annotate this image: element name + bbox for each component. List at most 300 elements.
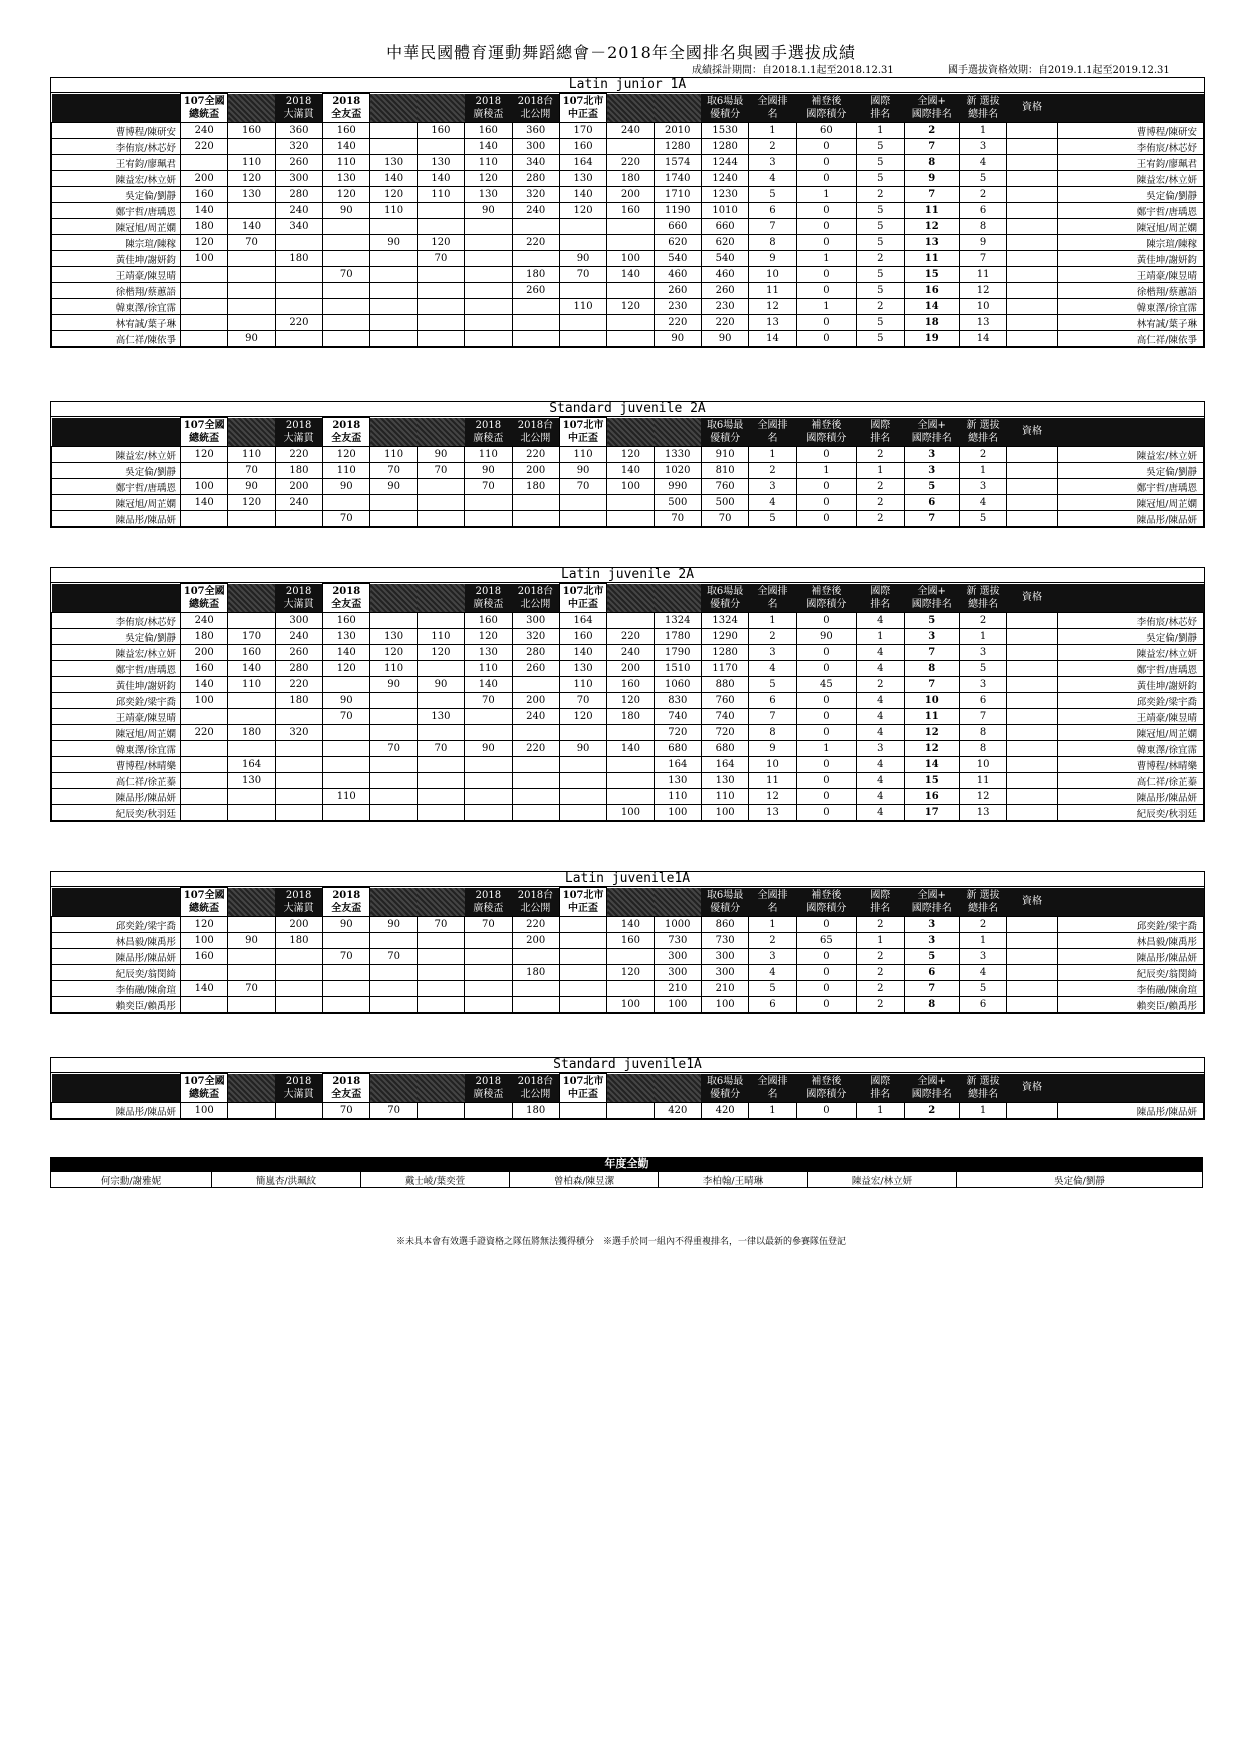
score-cell: 160 bbox=[607, 677, 654, 693]
score-cell: 70 bbox=[370, 949, 417, 965]
score-cell bbox=[417, 315, 464, 331]
score-cell: 5 bbox=[749, 187, 796, 203]
column-header bbox=[701, 584, 748, 613]
score-cell: 160 bbox=[607, 203, 654, 219]
score-cell: 90 bbox=[323, 693, 370, 709]
header-line-2: 北公開 bbox=[520, 1088, 551, 1100]
score-cell: 3 bbox=[904, 447, 959, 463]
table-row bbox=[52, 757, 1204, 773]
column-header bbox=[959, 888, 1006, 917]
column-header bbox=[1007, 584, 1057, 613]
attendance-honor-table bbox=[50, 1157, 1203, 1188]
score-cell: 90 bbox=[559, 251, 606, 267]
column-header bbox=[228, 1074, 275, 1103]
header-line-1: 全國+ bbox=[917, 419, 946, 431]
score-cell: 160 bbox=[607, 933, 654, 949]
column-header bbox=[52, 94, 181, 123]
header-line-2: 國際排名 bbox=[911, 1088, 952, 1100]
table-row bbox=[52, 251, 1204, 267]
header-line-1: 全國排 bbox=[757, 419, 788, 431]
score-cell: 70 bbox=[228, 235, 275, 251]
score-cell: 140 bbox=[465, 677, 512, 693]
score-cell bbox=[1007, 479, 1057, 495]
score-cell bbox=[559, 917, 606, 933]
score-cell bbox=[417, 479, 464, 495]
score-cell: 160 bbox=[228, 123, 275, 139]
score-cell: 90 bbox=[370, 677, 417, 693]
score-cell: 3 bbox=[904, 463, 959, 479]
score-cell: 240 bbox=[275, 495, 322, 511]
score-cell bbox=[512, 997, 559, 1013]
score-cell: 0 bbox=[796, 965, 856, 981]
header-line-1: 2018 bbox=[332, 1076, 361, 1087]
table-row bbox=[52, 315, 1204, 331]
score-cell bbox=[559, 315, 606, 331]
couple-name: 紀辰奕/翁閔綺 bbox=[1057, 965, 1203, 981]
score-cell: 90 bbox=[559, 741, 606, 757]
score-cell: 120 bbox=[559, 709, 606, 725]
score-cell: 4 bbox=[749, 171, 796, 187]
column-header bbox=[1007, 1074, 1057, 1103]
score-cell bbox=[323, 219, 370, 235]
couple-name: 紀辰奕/秋羽廷 bbox=[1057, 805, 1203, 821]
score-cell: 6 bbox=[904, 965, 959, 981]
column-header bbox=[228, 418, 275, 447]
column-header bbox=[1007, 888, 1057, 917]
score-cell: 120 bbox=[181, 447, 228, 463]
score-cell bbox=[465, 933, 512, 949]
score-cell: 0 bbox=[796, 773, 856, 789]
score-cell: 5 bbox=[749, 511, 796, 527]
score-cell: 200 bbox=[607, 187, 654, 203]
score-cell: 170 bbox=[228, 629, 275, 645]
header-line-1: 2018台 bbox=[517, 95, 554, 107]
header-line-2: 總統盃 bbox=[189, 433, 220, 444]
column-header bbox=[370, 584, 417, 613]
header-line-1: 全國排 bbox=[757, 889, 788, 901]
score-cell: 2 bbox=[749, 139, 796, 155]
score-cell: 2 bbox=[749, 629, 796, 645]
couple-name: 陳宗瑄/陳稼 bbox=[52, 235, 181, 251]
couple-name: 徐楷翔/蔡蕙語 bbox=[52, 283, 181, 299]
score-cell: 760 bbox=[701, 693, 748, 709]
score-cell: 260 bbox=[654, 283, 701, 299]
score-cell bbox=[607, 1103, 654, 1119]
couple-name: 陳冠旭/周芷嫻 bbox=[52, 495, 181, 511]
score-cell: 830 bbox=[654, 693, 701, 709]
score-cell bbox=[465, 331, 512, 347]
score-cell bbox=[1007, 917, 1057, 933]
score-cell bbox=[512, 949, 559, 965]
score-cell: 200 bbox=[181, 645, 228, 661]
score-cell: 160 bbox=[559, 139, 606, 155]
score-cell: 3 bbox=[857, 741, 904, 757]
column-header bbox=[904, 418, 959, 447]
score-cell: 2 bbox=[857, 949, 904, 965]
column-header bbox=[959, 418, 1006, 447]
score-cell: 2 bbox=[857, 917, 904, 933]
score-cell: 120 bbox=[323, 661, 370, 677]
score-cell: 720 bbox=[654, 725, 701, 741]
score-cell: 140 bbox=[228, 219, 275, 235]
couple-name: 陳品彤/陳品妍 bbox=[1057, 511, 1203, 527]
header-line-2: 全友盃 bbox=[331, 599, 362, 610]
score-cell bbox=[465, 757, 512, 773]
score-cell bbox=[559, 933, 606, 949]
table-row bbox=[52, 463, 1204, 479]
couple-name: 陳品彤/陳品妍 bbox=[52, 949, 181, 965]
score-cell bbox=[1007, 283, 1057, 299]
score-cell: 130 bbox=[370, 155, 417, 171]
score-cell bbox=[370, 805, 417, 821]
table-row bbox=[52, 123, 1204, 139]
score-cell: 1170 bbox=[701, 661, 748, 677]
table-row bbox=[52, 917, 1204, 933]
column-header bbox=[275, 418, 322, 447]
column-header bbox=[465, 888, 512, 917]
score-cell: 2 bbox=[857, 187, 904, 203]
column-header bbox=[512, 418, 559, 447]
score-cell bbox=[465, 725, 512, 741]
score-cell bbox=[275, 981, 322, 997]
score-cell bbox=[275, 511, 322, 527]
column-header bbox=[417, 888, 464, 917]
score-cell: 90 bbox=[701, 331, 748, 347]
score-cell: 90 bbox=[228, 331, 275, 347]
score-cell bbox=[465, 997, 512, 1013]
score-cell: 340 bbox=[275, 219, 322, 235]
score-cell: 140 bbox=[228, 661, 275, 677]
couple-name: 陳冠旭/周芷嫻 bbox=[52, 725, 181, 741]
score-cell: 120 bbox=[181, 917, 228, 933]
score-cell bbox=[228, 283, 275, 299]
score-cell: 110 bbox=[417, 187, 464, 203]
ranking-table bbox=[51, 417, 1204, 527]
score-cell: 110 bbox=[465, 661, 512, 677]
score-cell bbox=[512, 805, 559, 821]
score-cell: 1240 bbox=[701, 171, 748, 187]
score-cell bbox=[370, 757, 417, 773]
column-header bbox=[465, 584, 512, 613]
couple-name: 李侑宸/林芯妤 bbox=[52, 139, 181, 155]
score-cell: 730 bbox=[701, 933, 748, 949]
score-cell: 300 bbox=[654, 949, 701, 965]
table-row bbox=[52, 997, 1204, 1013]
score-cell: 10 bbox=[904, 693, 959, 709]
ranking-table bbox=[51, 583, 1204, 821]
score-cell: 140 bbox=[607, 267, 654, 283]
header-line-1: 107北市 bbox=[562, 1076, 604, 1087]
score-cell bbox=[465, 965, 512, 981]
table-row bbox=[52, 139, 1204, 155]
column-header bbox=[181, 888, 228, 917]
header-line-1: 國際 bbox=[870, 1075, 891, 1087]
table-row bbox=[52, 331, 1204, 347]
column-header bbox=[559, 888, 606, 917]
score-cell bbox=[275, 997, 322, 1013]
footnote: ※未具本會有效選手證資格之隊伍將無法獲得積分 ※選手於同一組內不得重複排名，一律以最新的參賽隊伍登記 bbox=[395, 1237, 846, 1247]
score-cell: 5 bbox=[857, 235, 904, 251]
score-cell bbox=[1007, 645, 1057, 661]
score-cell: 110 bbox=[370, 203, 417, 219]
header-line-1: 取6場最 bbox=[706, 95, 744, 107]
header-line-1: 新 選拔 bbox=[966, 1075, 1000, 1087]
couple-name: 王宥鈞/廖珮君 bbox=[1057, 155, 1203, 171]
column-header bbox=[857, 888, 904, 917]
score-cell bbox=[607, 725, 654, 741]
score-cell: 5 bbox=[749, 981, 796, 997]
score-cell: 14 bbox=[749, 331, 796, 347]
score-cell: 5 bbox=[857, 331, 904, 347]
couple-name: 鄭宇哲/唐瑀恩 bbox=[1057, 203, 1203, 219]
score-cell: 1 bbox=[749, 447, 796, 463]
scoring-period: 成績採計期間：自2018.1.1起至2018.12.31 bbox=[692, 65, 894, 76]
honor-name: 李柏翰/王晴琳 bbox=[659, 1172, 808, 1188]
score-cell: 3 bbox=[904, 917, 959, 933]
score-cell: 90 bbox=[370, 479, 417, 495]
column-header bbox=[904, 1074, 959, 1103]
couple-name: 吳定倫/劉靜 bbox=[52, 463, 181, 479]
score-cell bbox=[1007, 677, 1057, 693]
score-cell: 160 bbox=[323, 123, 370, 139]
score-cell bbox=[323, 331, 370, 347]
score-cell: 2 bbox=[857, 479, 904, 495]
score-cell: 1 bbox=[959, 123, 1006, 139]
score-cell bbox=[417, 1103, 464, 1119]
score-cell bbox=[370, 789, 417, 805]
score-cell bbox=[370, 139, 417, 155]
header-line-1: 2018 bbox=[332, 586, 361, 597]
header-line-2: 國際積分 bbox=[806, 902, 847, 914]
score-cell: 360 bbox=[275, 123, 322, 139]
couple-name: 韓東澤/徐宜霈 bbox=[52, 741, 181, 757]
couple-name: 曹博程/陳研安 bbox=[1057, 123, 1203, 139]
header-line-2: 總統盃 bbox=[189, 599, 220, 610]
score-cell: 12 bbox=[904, 741, 959, 757]
couple-name: 吳定倫/劉靜 bbox=[1057, 463, 1203, 479]
score-cell: 0 bbox=[796, 693, 856, 709]
score-cell: 8 bbox=[904, 155, 959, 171]
score-cell: 90 bbox=[323, 479, 370, 495]
header-line-2: 北公開 bbox=[520, 432, 551, 444]
score-cell: 12 bbox=[749, 789, 796, 805]
score-cell bbox=[417, 267, 464, 283]
score-cell bbox=[607, 495, 654, 511]
score-cell: 164 bbox=[559, 613, 606, 629]
score-cell bbox=[370, 315, 417, 331]
column-header bbox=[959, 584, 1006, 613]
score-cell: 5 bbox=[857, 283, 904, 299]
score-cell: 1 bbox=[959, 933, 1006, 949]
score-cell: 120 bbox=[607, 299, 654, 315]
score-cell: 2 bbox=[959, 613, 1006, 629]
couple-name: 曹博程/陳研安 bbox=[52, 123, 181, 139]
column-header bbox=[181, 418, 228, 447]
score-cell bbox=[1007, 235, 1057, 251]
table-row bbox=[52, 629, 1204, 645]
column-header bbox=[1007, 418, 1057, 447]
header-line-2: 北公開 bbox=[520, 108, 551, 120]
score-cell: 660 bbox=[701, 219, 748, 235]
score-cell: 11 bbox=[749, 283, 796, 299]
header-row bbox=[52, 94, 1204, 123]
score-cell: 1 bbox=[749, 123, 796, 139]
couple-name: 曹博程/林晴樂 bbox=[1057, 757, 1203, 773]
score-cell: 1010 bbox=[701, 203, 748, 219]
score-cell: 110 bbox=[228, 447, 275, 463]
header-row bbox=[52, 418, 1204, 447]
table-row bbox=[52, 187, 1204, 203]
header-line-2: 全友盃 bbox=[331, 109, 362, 120]
score-cell: 164 bbox=[559, 155, 606, 171]
table-row bbox=[52, 773, 1204, 789]
score-cell: 164 bbox=[701, 757, 748, 773]
score-cell bbox=[181, 155, 228, 171]
score-cell: 0 bbox=[796, 757, 856, 773]
score-cell bbox=[370, 251, 417, 267]
score-cell: 1190 bbox=[654, 203, 701, 219]
header-line-1: 2018 bbox=[475, 95, 502, 107]
header-row bbox=[52, 888, 1204, 917]
score-cell: 110 bbox=[465, 155, 512, 171]
table-row bbox=[52, 447, 1204, 463]
header-line-2: 優積分 bbox=[710, 598, 741, 610]
header-line-1: 全國+ bbox=[917, 585, 946, 597]
column-header bbox=[228, 94, 275, 123]
score-cell: 140 bbox=[181, 495, 228, 511]
score-cell: 1510 bbox=[654, 661, 701, 677]
score-cell: 70 bbox=[323, 511, 370, 527]
section-title: Standard juvenile1A bbox=[51, 1058, 1204, 1073]
score-cell: 3 bbox=[959, 645, 1006, 661]
column-header bbox=[796, 888, 856, 917]
header-line-1: 補登後 bbox=[811, 1075, 842, 1087]
score-cell: 15 bbox=[904, 267, 959, 283]
score-cell: 220 bbox=[512, 235, 559, 251]
score-cell: 8 bbox=[904, 997, 959, 1013]
score-cell bbox=[465, 283, 512, 299]
score-cell: 110 bbox=[323, 463, 370, 479]
score-cell: 2 bbox=[857, 677, 904, 693]
header-line-1: 全國+ bbox=[917, 95, 946, 107]
score-cell: 0 bbox=[796, 155, 856, 171]
score-cell: 620 bbox=[654, 235, 701, 251]
score-cell: 70 bbox=[465, 479, 512, 495]
score-cell bbox=[1007, 511, 1057, 527]
couple-name: 鄭宇哲/唐瑀恩 bbox=[52, 661, 181, 677]
score-cell bbox=[1007, 155, 1057, 171]
table-row bbox=[52, 299, 1204, 315]
score-cell bbox=[228, 917, 275, 933]
couple-name: 黃佳坤/謝妍鈞 bbox=[1057, 251, 1203, 267]
score-cell: 4 bbox=[749, 661, 796, 677]
score-cell: 5 bbox=[959, 661, 1006, 677]
score-cell: 130 bbox=[465, 645, 512, 661]
table-row bbox=[52, 645, 1204, 661]
score-cell: 1 bbox=[959, 629, 1006, 645]
score-cell: 16 bbox=[904, 283, 959, 299]
score-cell bbox=[370, 997, 417, 1013]
score-cell bbox=[417, 495, 464, 511]
score-cell: 3 bbox=[749, 645, 796, 661]
couple-name: 陳益宏/林立妍 bbox=[1057, 447, 1203, 463]
score-cell: 90 bbox=[323, 917, 370, 933]
column-header bbox=[323, 1074, 370, 1103]
header-line-2: 大滿貫 bbox=[283, 598, 314, 610]
score-cell bbox=[323, 933, 370, 949]
header-line-1: 2018台 bbox=[517, 585, 554, 597]
score-cell: 11 bbox=[904, 203, 959, 219]
couple-name: 王靖豪/陳昱晴 bbox=[52, 267, 181, 283]
score-cell: 180 bbox=[512, 479, 559, 495]
column-header bbox=[1057, 584, 1203, 613]
score-cell bbox=[275, 331, 322, 347]
score-cell: 100 bbox=[607, 479, 654, 495]
header-line-2: 名 bbox=[767, 598, 778, 610]
score-cell: 420 bbox=[701, 1103, 748, 1119]
score-cell: 5 bbox=[857, 203, 904, 219]
score-cell: 6 bbox=[749, 997, 796, 1013]
score-cell bbox=[465, 315, 512, 331]
column-header bbox=[370, 418, 417, 447]
score-cell: 2 bbox=[749, 463, 796, 479]
score-cell bbox=[370, 981, 417, 997]
score-cell: 460 bbox=[654, 267, 701, 283]
score-cell: 140 bbox=[607, 741, 654, 757]
score-cell: 130 bbox=[228, 773, 275, 789]
score-cell bbox=[512, 511, 559, 527]
score-cell: 320 bbox=[512, 629, 559, 645]
score-cell: 11 bbox=[959, 773, 1006, 789]
couple-name: 李侑宸/林芯妤 bbox=[1057, 139, 1203, 155]
column-header bbox=[275, 1074, 322, 1103]
column-header bbox=[465, 94, 512, 123]
column-header bbox=[607, 1074, 654, 1103]
score-cell: 180 bbox=[275, 693, 322, 709]
score-cell bbox=[417, 933, 464, 949]
score-cell bbox=[465, 235, 512, 251]
header-line-2: 優積分 bbox=[710, 432, 741, 444]
header-line-2: 廣稜盃 bbox=[473, 1088, 504, 1100]
score-cell bbox=[275, 805, 322, 821]
score-cell: 3 bbox=[959, 677, 1006, 693]
column-header bbox=[857, 584, 904, 613]
header-line-1: 2018 bbox=[285, 889, 312, 901]
score-cell: 7 bbox=[904, 981, 959, 997]
couple-name: 吳定倫/劉靜 bbox=[1057, 629, 1203, 645]
score-cell: 100 bbox=[181, 693, 228, 709]
score-cell: 90 bbox=[417, 677, 464, 693]
score-cell: 180 bbox=[181, 219, 228, 235]
score-cell bbox=[228, 511, 275, 527]
score-cell: 120 bbox=[370, 187, 417, 203]
score-cell: 120 bbox=[417, 235, 464, 251]
score-cell: 7 bbox=[904, 677, 959, 693]
honor-name: 曾柏森/陳昱潔 bbox=[510, 1172, 659, 1188]
header-line-1: 資格 bbox=[1021, 426, 1042, 438]
score-cell bbox=[228, 139, 275, 155]
score-cell: 3 bbox=[749, 479, 796, 495]
column-header bbox=[228, 584, 275, 613]
score-cell: 540 bbox=[654, 251, 701, 267]
table-row bbox=[52, 981, 1204, 997]
score-cell: 0 bbox=[796, 479, 856, 495]
score-cell: 90 bbox=[370, 235, 417, 251]
couple-name: 吳定倫/劉靜 bbox=[52, 187, 181, 203]
score-cell bbox=[323, 981, 370, 997]
score-cell: 500 bbox=[654, 495, 701, 511]
score-cell bbox=[370, 965, 417, 981]
